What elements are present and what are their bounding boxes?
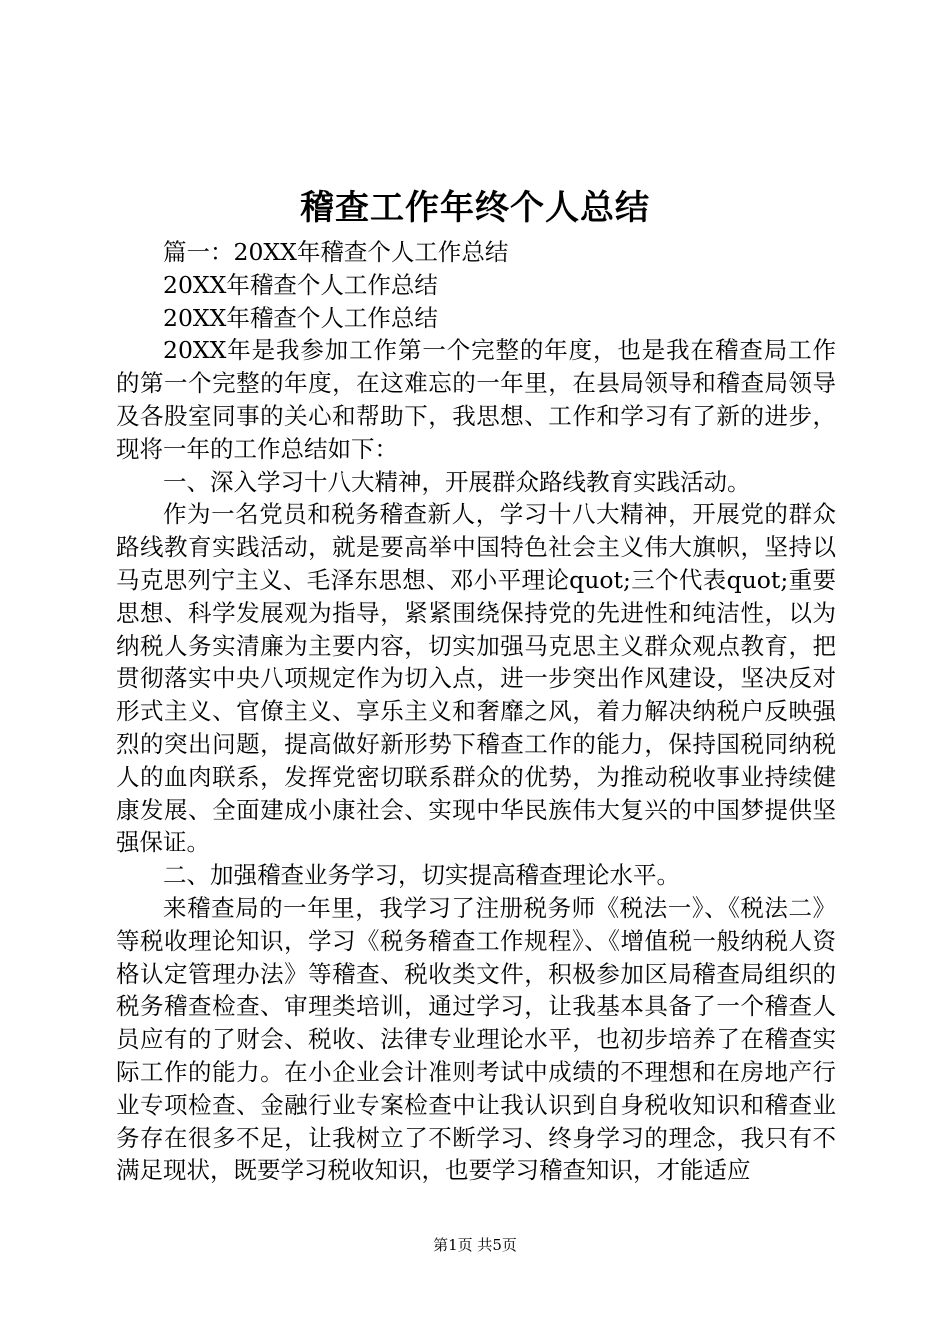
subtitle-line: 20XX年稽查个人工作总结 [163,270,438,299]
section-heading: 一、深入学习十八大精神，开展群众路线教育实践活动。 [163,467,751,496]
document-title: 稽查工作年终个人总结 [300,188,650,228]
section-heading: 二、加强稽查业务学习，切实提高稽查理论水平。 [163,861,680,890]
subtitle-line: 20XX年稽查个人工作总结 [163,303,438,332]
body-paragraph: 20XX年是我参加工作第一个完整的年度，也是我在稽查局工作的第一个完整的年度，在这难忘的一年里，在县局领导和稽查局领导及各股室同事的关心和帮助下，我思想、工作和学习有了新的进步，现将一年的工作总结如下： [116,336,836,463]
body-paragraph: 作为一名党员和税务稽查新人，学习十八大精神，开展党的群众路线教育实践活动，就是要高举中国特色社会主义伟大旗帜，坚持以马克思列宁主义、毛泽东思想、邓小平理论quot;三个代表quot;重要思想、科学发展观为指导，紧紧围绕保持党的先进性和纯洁性，以为纳税人务实清廉为主要内容，切实加强马克思主义群众观点教育，把贯彻落实中央八项规定作为切入点，进一步突出作风建设，坚决反对形式主义、官僚主义、享乐主义和奢靡之风，着力解决纳税户反映强烈的突出问题，提高做好新形势下稽查工作的能力，保持国税同纳税人的血肉联系，发挥党密切联系群众的优势，为推动税收事业持续健康发展、全面建成小康社会、实现中华民族伟大复兴的中国梦提供坚强保证。 [116,500,836,857]
section-heading: 篇一：20XX年稽查个人工作总结 [163,238,509,266]
document-body [116,236,836,1187]
body-paragraph: 来稽查局的一年里，我学习了注册税务师《税法一》、《税法二》等税收理论知识，学习《税务稽查工作规程》、《增值税一般纳税人资格认定管理办法》等稽查、税收类文件，积极参加区局稽查局组织的税务稽查检查、审理类培训，通过学习，让我基本具备了一个稽查人员应有的了财会、税收、法律专业理论水平，也初步培养了在稽查实际工作的能力。在小企业会计准则考试中成绩的不理想和在房地产行业专项检查、金融行业专案检查中让我认识到自身税收知识和稽查业务存在很多不足，让我树立了不断学习、终身学习的理念，我只有不满足现状，既要学习税收知识，也要学习稽查知识，才能适应 [116,893,836,1185]
page-footer: 第1页 共5页 [433,1236,517,1254]
